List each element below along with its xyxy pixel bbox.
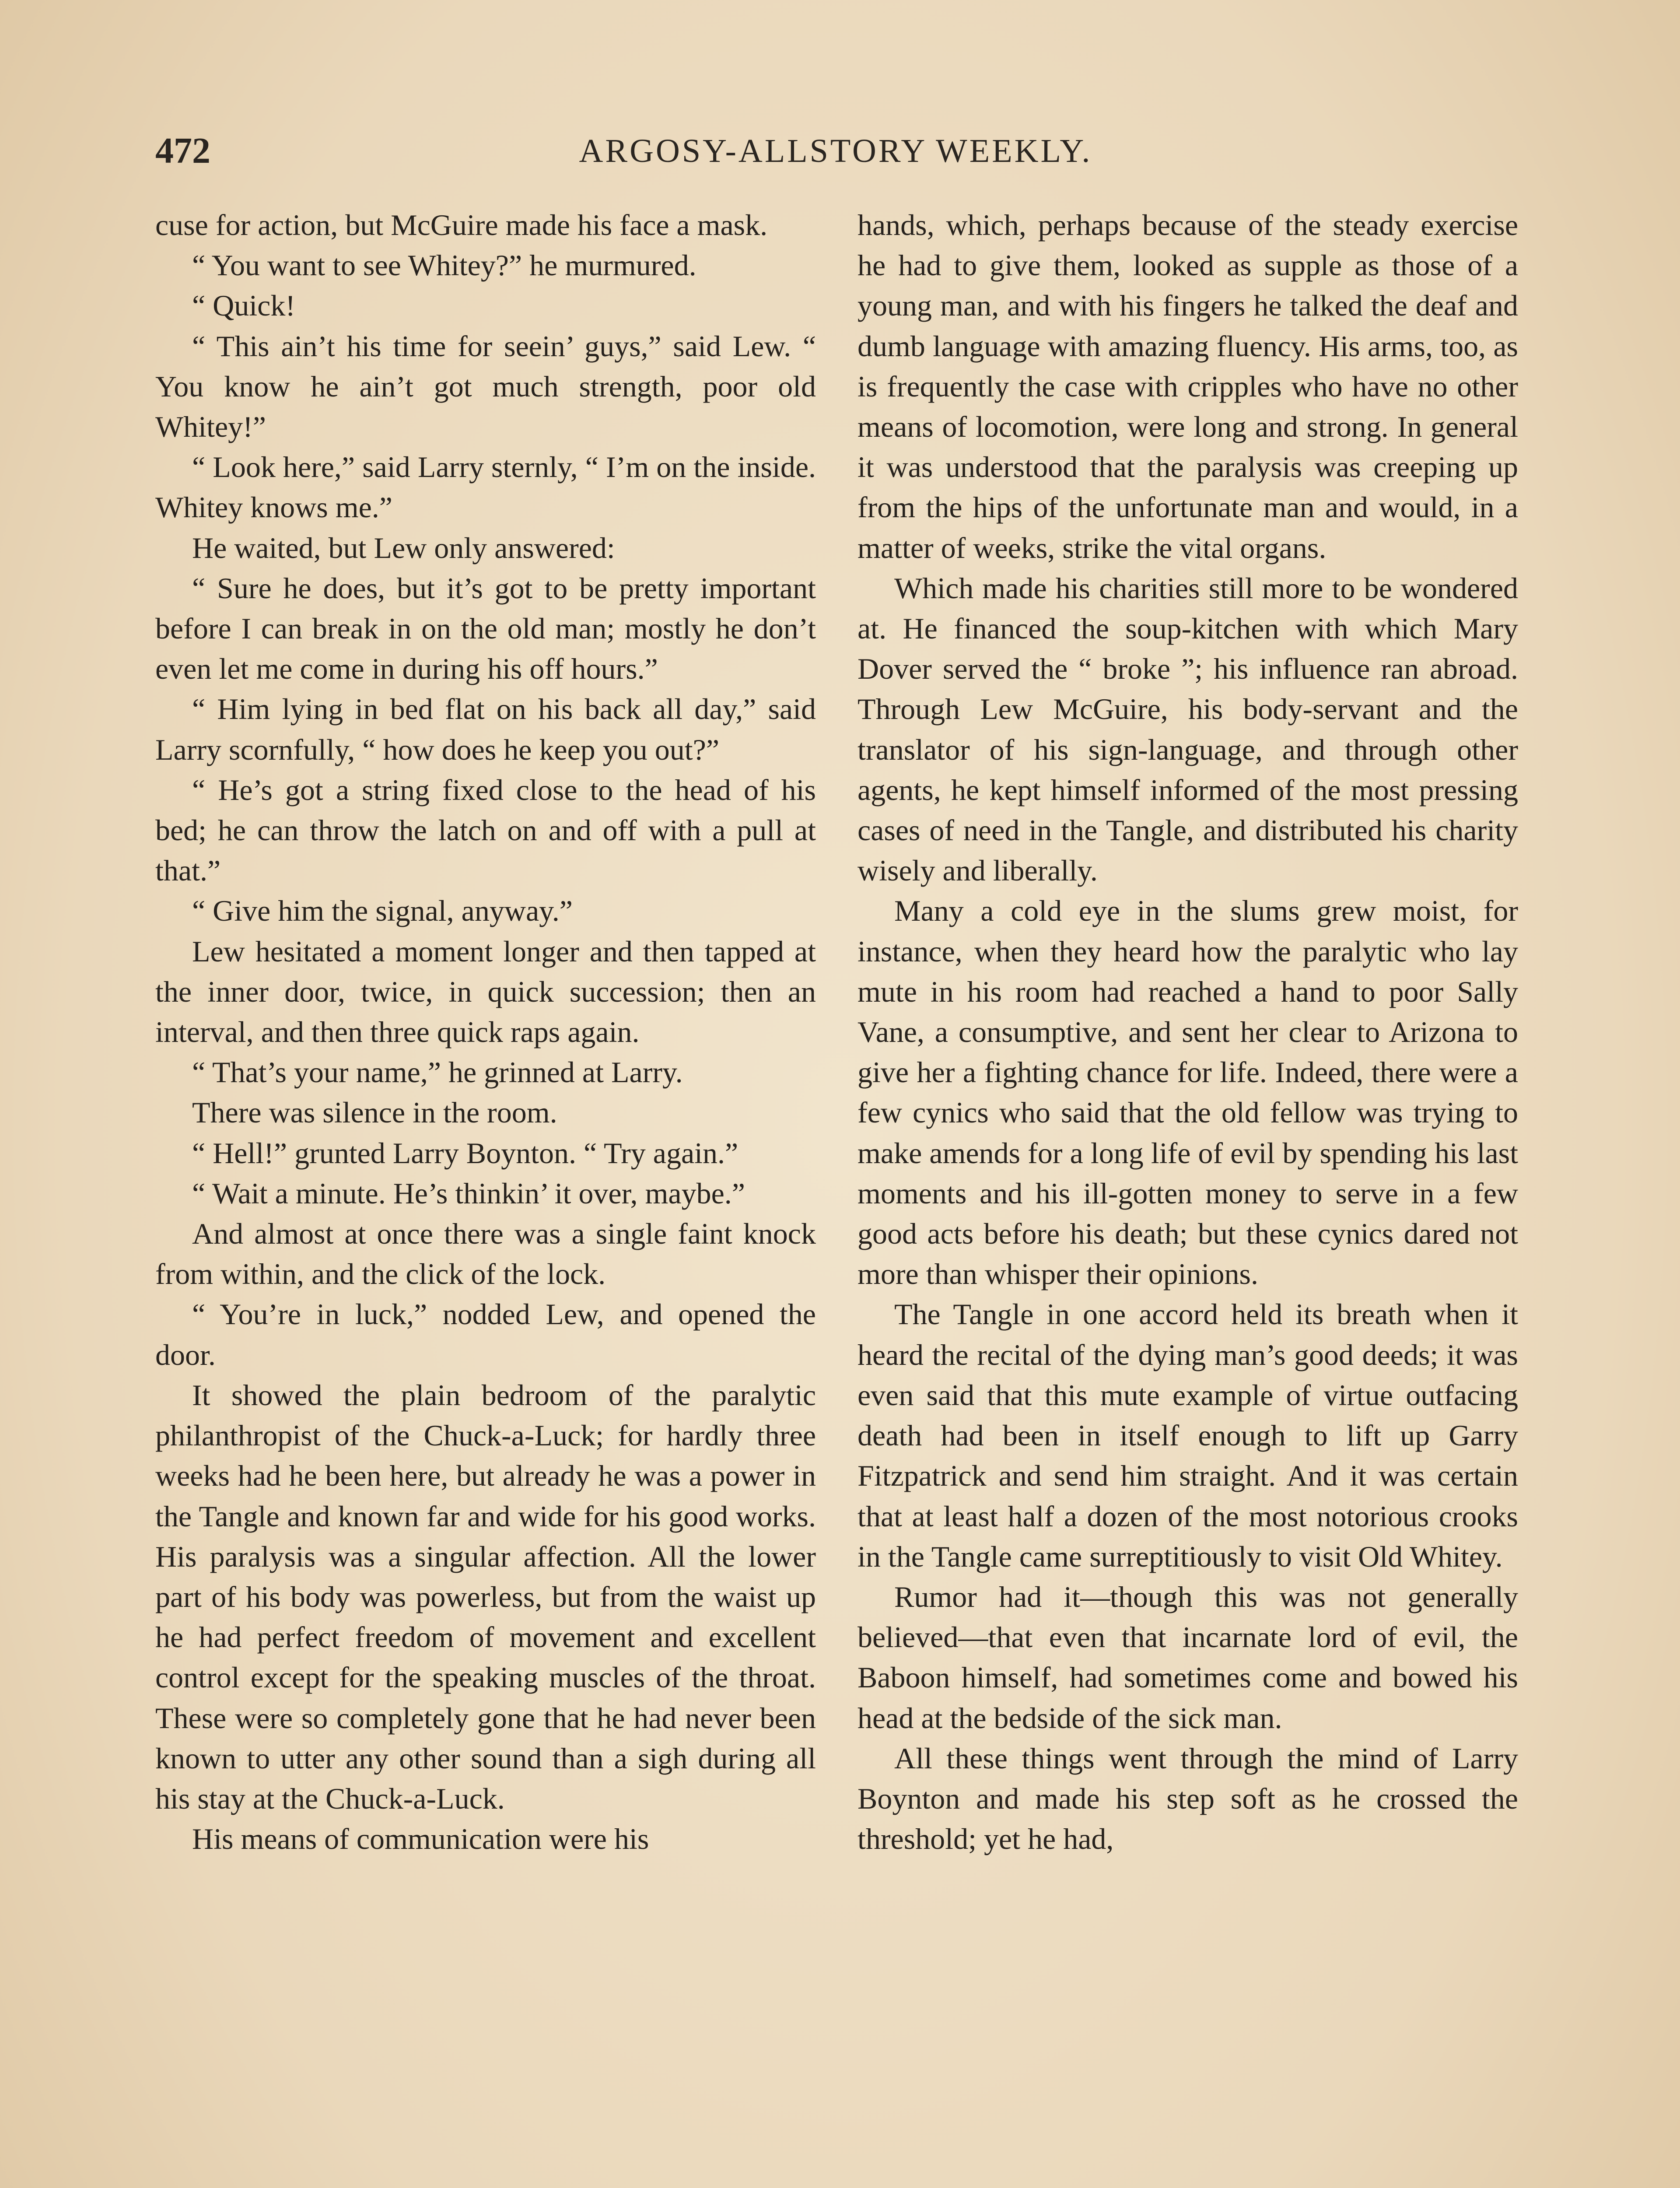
paragraph: The Tangle in one accord held its breath when it heard the recital of the dying man’s good deeds; it was even said that this mute example of virtue outfacing death had been in itself enough to lift up Garry Fitzpatrick and send him straight. And it was certain that at least half a dozen of the most notorious crooks in the Tangle came surreptitiously to visit Old Whitey. [858,1297,1518,1573]
paragraph: There was silence in the room. [192,1096,557,1129]
left-column [155,205,816,1859]
paragraph: Rumor had it—though this was not generally believed—that even that incarnate lord of evil, the Baboon himself, had sometimes come and bowed his head at the bedside of the sick man. [858,1580,1518,1735]
paragraph: “ This ain’t his time for seein’ guys,” said Lew. “ You know he ain’t got much strength, poor old Whitey!” [155,329,816,444]
paragraph: “ Give him the signal, anyway.” [192,894,573,928]
paragraph: Lew hesitated a moment longer and then tapped at the inner door, twice, in quick succession; then an interval, and then three quick raps again. [155,934,816,1049]
paragraph: And almost at once there was a single faint knock from within, and the click of the lock. [155,1217,816,1291]
paragraph: “ Sure he does, but it’s got to be pretty important before I can break in on the old man; mostly he don’t even let me come in during his off hours.” [155,571,816,686]
running-head: ARGOSY-ALLSTORY WEEKLY. [579,133,1092,169]
paragraph: “ Him lying in bed flat on his back all day,” said Larry scornfully, “ how does he keep you out?” [155,692,816,766]
paragraph: He waited, but Lew only answered: [192,531,615,565]
paragraph: His means of communication were his [192,1822,649,1856]
paragraph: “ Look here,” said Larry sternly, “ I’m on the inside. Whitey knows me.” [155,450,816,524]
paragraph: hands, which, perhaps because of the steady exercise he had to give them, looked as supple as those of a young man, and with his fingers he talked the deaf and dumb language with amazing fluency. His arms, too, as is frequently the case with cripples who have no other means of locomotion, were long and strong. In general it was understood that the paralysis was creeping up from the hips of the unfortunate man and would, in a matter of weeks, strike the vital organs. [858,208,1518,565]
paragraph: “ Quick! [192,289,296,323]
paragraph: Which made his charities still more to be wondered at. He financed the soup-kitchen with which Mary Dover served the “ broke ”; his influence ran abroad. Through Lew McGuire, his body-servant and the translator of his sign-language, and through other agents, he kept himself informed of the most pressing cases of need in the Tangle, and distributed his charity wisely and liberally. [858,571,1518,887]
paragraph: “ That’s your name,” he grinned at Larry. [192,1055,683,1089]
paragraph: “ You’re in luck,” nodded Lew, and opened the door. [155,1297,816,1371]
paragraph: “ Wait a minute. He’s thinkin’ it over, maybe.” [192,1176,745,1210]
paragraph: Many a cold eye in the slums grew moist, for instance, when they heard how the paralytic who lay mute in his room had reached a hand to poor Sally Vane, a consumptive, and sent her clear to Arizona to give her a fighting chance for life. Indeed, there were a few cynics who said that the old fellow was trying to make amends for a long life of evil by spending his last moments and his ill-gotten money to serve in a few good acts before his death; but these cynics dared not more than whisper their opinions. [858,894,1518,1291]
paragraph: cuse for action, but McGuire made his face a mask. [155,208,768,242]
paragraph: “ You want to see Whitey?” he murmured. [192,249,696,282]
paragraph: It showed the plain bedroom of the paralytic philanthropist of the Chuck-a-Luck; for hardly three weeks had he been here, but already he was a power in the Tangle and known far and wide for his good works. His paralysis was a singular affection. All the lower part of his body was powerless, but from the waist up he had perfect freedom of movement and excellent control except for the speaking muscles of the throat. These were so completely gone that he had never been known to utter any other sound than a sigh during all his stay at the Chuck-a-Luck. [155,1378,816,1815]
right-column [858,205,1518,1859]
paragraph: All these things went through the mind of Larry Boynton and made his step soft as he crossed the threshold; yet he had, [858,1741,1518,1856]
paragraph: “ Hell!” grunted Larry Boynton. “ Try again.” [192,1136,738,1170]
page-header [155,127,1516,175]
page-number: 472 [155,130,210,171]
paragraph: “ He’s got a string fixed close to the head of his bed; he can throw the latch on and off with a pull at that.” [155,773,816,887]
